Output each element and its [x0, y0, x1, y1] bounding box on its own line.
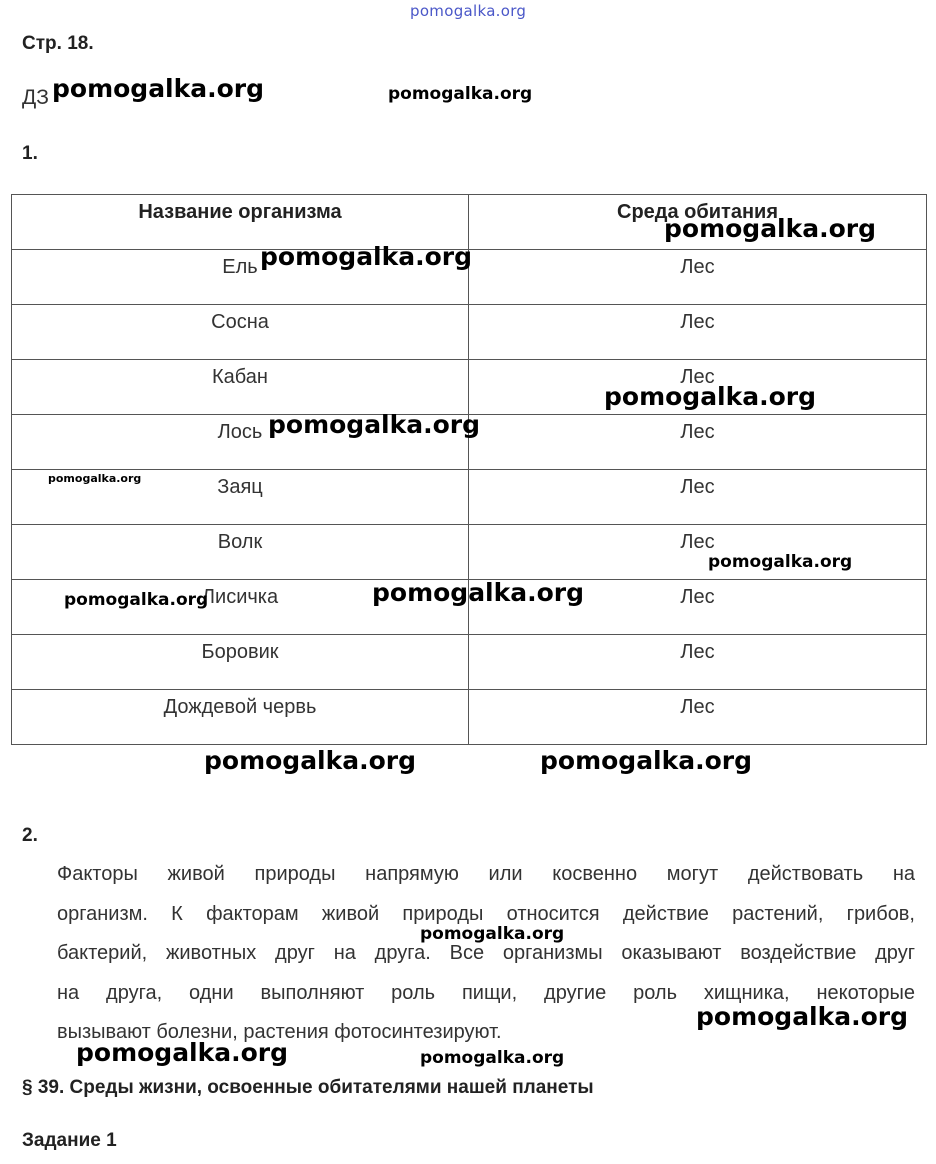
watermark: pomogalka.org [420, 924, 565, 944]
habitat-cell: Лес [469, 470, 927, 525]
organism-cell: Лисичка [12, 580, 469, 635]
habitat-cell: Лес [469, 690, 927, 745]
watermark: pomogalka.org [260, 242, 473, 271]
habitat-cell: Лес [469, 360, 927, 415]
answer-line: бактерий, животных друг на друга. Все организмы оказывают воздействие друг [57, 942, 915, 964]
watermark: pomogalka.org [540, 746, 753, 775]
column-header-habitat: Среда обитания [469, 195, 927, 250]
organism-cell: Лось [12, 415, 469, 470]
page-number: Стр. 18. [22, 33, 94, 54]
watermark: pomogalka.org [76, 1038, 289, 1067]
section-title: § 39. Среды жизни, освоенные обитателями нашей планеты [22, 1077, 594, 1098]
organism-cell: Сосна [12, 305, 469, 360]
column-header-organism: Название организма [12, 195, 469, 250]
assignment-label: Задание 1 [22, 1130, 117, 1151]
answer-line: Факторы живой природы напрямую или косвенно могут действовать на [57, 863, 915, 885]
organism-cell: Кабан [12, 360, 469, 415]
watermark: pomogalka.org [48, 472, 142, 485]
watermark: pomogalka.org [372, 578, 585, 607]
answer-line: вызывают болезни, растения фотосинтезируют. [57, 1021, 502, 1043]
task-2-number: 2. [22, 825, 38, 846]
organism-cell: Боровик [12, 635, 469, 690]
table-row [12, 635, 927, 690]
table-row [12, 470, 927, 525]
organism-habitat-table [11, 194, 927, 745]
habitat-cell: Лес [469, 580, 927, 635]
task-1-number: 1. [22, 143, 38, 164]
section-label: ДЗ [22, 86, 49, 109]
answer-line: организм. К факторам живой природы относится действие растений, грибов, [57, 902, 915, 925]
watermark: pomogalka.org [388, 84, 533, 104]
watermark: pomogalka.org [708, 552, 853, 572]
watermark: pomogalka.org [268, 410, 481, 439]
organism-cell: Ель [12, 250, 469, 305]
organism-cell: Волк [12, 525, 469, 580]
organism-cell: Дождевой червь [12, 690, 469, 745]
organism-cell: Заяц [12, 470, 469, 525]
watermark: pomogalka.org [696, 1002, 909, 1031]
watermark-top: pomogalka.org [410, 2, 527, 20]
habitat-cell: Лес [469, 250, 927, 305]
watermark: pomogalka.org [204, 746, 417, 775]
table-row [12, 690, 927, 745]
watermark: pomogalka.org [420, 1048, 565, 1068]
watermark: pomogalka.org [52, 74, 265, 103]
habitat-cell: Лес [469, 635, 927, 690]
habitat-cell: Лес [469, 415, 927, 470]
table-row [12, 305, 927, 360]
watermark: pomogalka.org [64, 590, 209, 610]
habitat-cell: Лес [469, 525, 927, 580]
watermark: pomogalka.org [604, 382, 817, 411]
answer-line: на друга, одни выполняют роль пищи, другие роль хищника, некоторые [57, 981, 915, 1004]
watermark: pomogalka.org [664, 214, 877, 243]
habitat-cell: Лес [469, 305, 927, 360]
